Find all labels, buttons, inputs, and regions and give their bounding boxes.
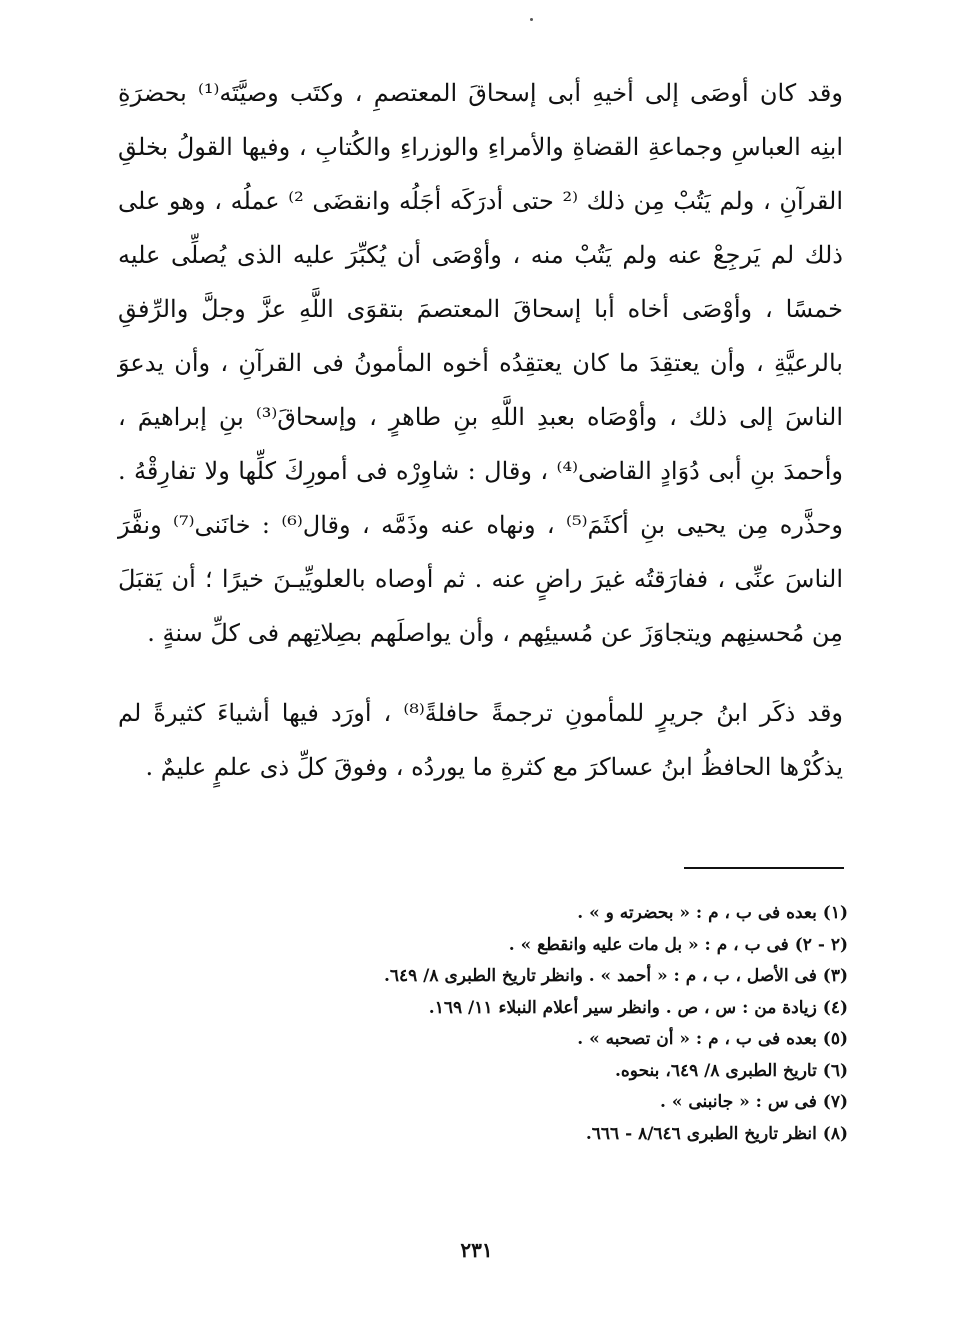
footnote-7: (٧) فى س : « جانبنى » . (659, 1092, 848, 1112)
page-number: ٢٣١ (460, 1238, 493, 1262)
body-paragraph-1: وقد كان أوصَى إلى أخيهِ أبى إسحاقَ المعتصمِ ، وكتَب وصيَّتَه⁽¹⁾ بحضرَةِ ابنِه العباسِ وجماعةِ القضاةِ والأمراءِ والوزراءِ والكُتابِ ، وفيها القولُ بخلقِ القرآنِ ، ولم يَتُبْ مِن ذلك ⁽² حتى أدرَكَه أجَلُه وانقضَى ²⁾ عملُه ، وهو على ذلك لم يَرجِعْ عنه ولم يَتُبْ منه ، وأوْصَى أن يُكبِّرَ عليه الذى يُصلِّى عليه خمسًا ، وأوْصَى أخاه أبا إسحاقَ المعتصمَ بتقوَى اللَّهِ عزَّ وجلَّ والرِّفقِ بالرعيَّةِ ، وأن يعتقِدَ ما كان يعتقِدُه أخوه المأمونُ فى القرآنِ ، وأن يدعوَ الناسَ إلى ذلك ، وأوْصَاه بعبدِ اللَّهِ بنِ طاهرٍ ، وإسحاقَ⁽³⁾ بنِ إبراهيمَ ، وأحمدَ بنِ أبى دُوَادٍ القاضى⁽⁴⁾ ، وقال : شاوِرْه فى أمورِكَ كلِّها ولا تفارِقْهُ . وحذَّره مِن يحيى بنِ أكثَمَ⁽⁵⁾ ، ونهاه عنه وذَمَّه ، وقال⁽⁶⁾ : خانَنى⁽⁷⁾ ونفَّرَ الناسَ عنِّى ، ففارَقتُه غيرَ راضٍ عنه . ثم أوصاه بالعلويِّيـنَ خيرًا ؛ أن يَقبَلَ مِن مُحسنِهم ويتجاوَزَ عن مُسيئِهم ، وأن يواصلَهم بصِلاتِهم فى كلِّ سنةٍ . (118, 79, 844, 647)
footnotes-list (118, 898, 848, 1150)
footnote-6: (٦) تاريخ الطبرى ٨/ ٦٤٩، بنحوه. (614, 1060, 848, 1081)
body-paragraph-2: وقد ذكَر ابنُ جريرٍ للمأمونِ ترجمةً حافلةً⁽⁸⁾ ، أورَد فيها أشياءَ كثيرةً لم يذكُرْها الحافظُ ابنُ عساكرَ مع كثرةِ ما يوردُه ، وفوقَ كلِّ ذى علمٍ عليمٌ . (118, 699, 844, 781)
footnote-separator (684, 867, 844, 869)
footnote-2: (٢ - ٢) فى ب ، م : « بل مات عليه وانقطع » . (508, 934, 848, 955)
footnote-3: (٣) فى الأصل ، ب ، م : « أحمد » . وانظر تاريخ الطبرى ٨/ ٦٤٩. (383, 966, 848, 986)
footnote-8: (٨) انظر تاريخ الطبرى ٨/٦٤٦ - ٦٦٦. (585, 1123, 848, 1144)
footnote-1: (١) بعده فى ب ، م : « بحضرته و » . (577, 903, 848, 923)
main-text-block (118, 66, 843, 794)
footnote-4: (٤) زيادة من : س ، ص . وانظر سير أعلام النبلاء ١١/ ١٦٩. (428, 997, 848, 1018)
footnote-5: (٥) بعده فى ب ، م : « أن تصحبه » . (577, 1029, 848, 1049)
scan-mark (530, 18, 533, 21)
